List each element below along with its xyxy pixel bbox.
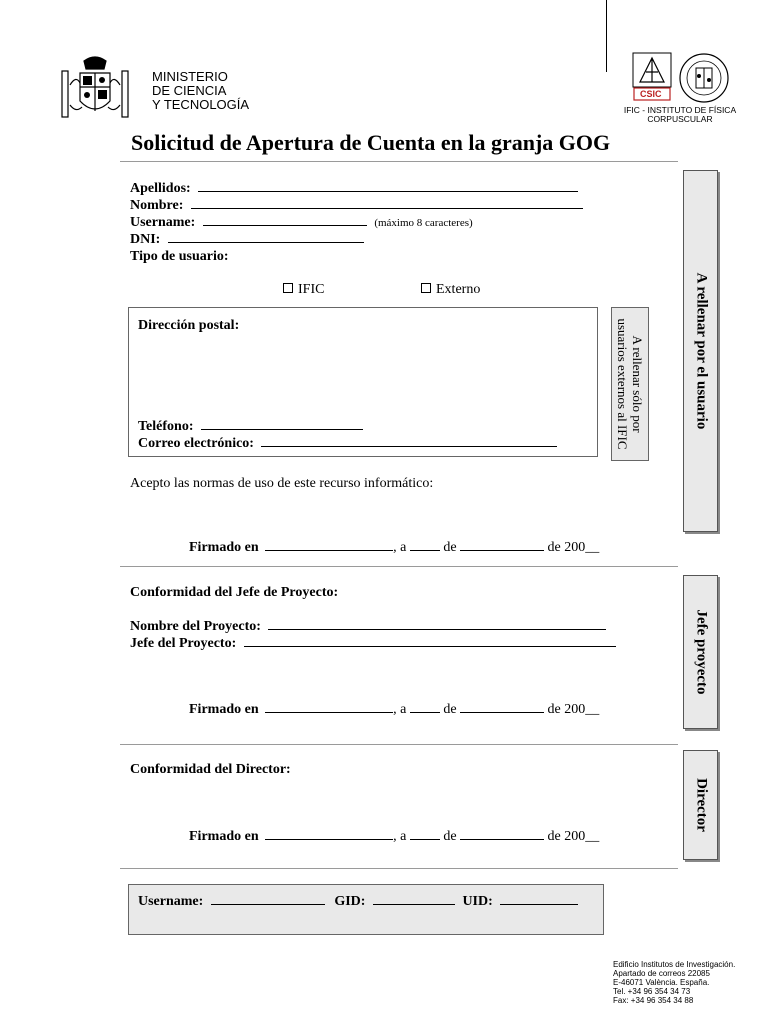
firmado-en-label: Firmado en [189,702,259,717]
dni-field[interactable] [168,232,364,243]
ministry-line: Y TECNOLOGÍA [152,97,250,112]
jefe-label: Jefe del Proyecto: [130,636,237,651]
admin-fields-row [138,894,578,910]
admin-username-field[interactable] [211,894,325,905]
firma-mes-field[interactable] [460,702,544,713]
nombre-label: Nombre: [130,198,184,213]
telefono-field[interactable] [201,419,363,430]
username-field[interactable] [203,215,367,226]
apellidos-field[interactable] [198,181,578,192]
section-rule-3 [120,868,678,869]
nombre-row [130,198,583,214]
apellidos-row [130,181,578,197]
firma-lugar-field[interactable] [265,702,393,713]
ific-seal-logo [676,52,732,104]
admin-uid-label: UID: [462,894,493,909]
section-rule-2 [120,744,678,745]
admin-gid-label: GID: [334,894,366,909]
jefe-heading: Conformidad del Jefe de Proyecto: [130,585,339,600]
telefono-label: Teléfono: [138,419,194,434]
jefe-row [130,636,616,652]
proyecto-row [130,619,606,635]
firma-mes-field[interactable] [460,829,544,840]
tipo-usuario-label: Tipo de usuario: [130,249,229,264]
proyecto-label: Nombre del Proyecto: [130,619,261,634]
footer-line: E-46071 València. España. [613,978,710,987]
direccion-label: Dirección postal: [138,318,240,333]
jefe-field[interactable] [244,636,616,647]
admin-uid-field[interactable] [500,894,578,905]
header-divider [606,0,607,72]
dni-row [130,232,364,248]
external-users-tab [611,307,649,461]
title-rule [120,161,678,162]
username-label: Username: [130,215,196,230]
firma-row-director [189,829,599,845]
csic-logo-text: CSIC [640,89,662,99]
ministry-line: MINISTERIO [152,69,228,84]
firma-row-usuario [189,540,599,556]
csic-logo [632,52,672,102]
firma-de-label: de [443,829,457,844]
firma-dia-field[interactable] [410,829,440,840]
page-title: Solicitud de Apertura de Cuenta en la granja GOG [131,130,611,155]
username-note: (máximo 8 caracteres) [374,217,473,229]
firma-year-label: de 200__ [547,829,600,844]
correo-row [138,436,557,452]
firma-a-label: , a [393,702,407,717]
dni-label: DNI: [130,232,161,247]
jefe-section-tab [683,575,718,729]
user-section-tab [683,170,718,532]
correo-label: Correo electrónico: [138,436,254,451]
footer-line: Fax: +34 96 354 34 88 [613,996,694,1005]
checkbox-externo[interactable] [421,283,431,293]
firma-year-label: de 200__ [547,540,600,555]
acepto-text: Acepto las normas de uso de este recurso informático: [130,476,434,491]
footer-line: Apartado de correos 22085 [613,969,710,978]
footer-line: Tel. +34 96 354 34 73 [613,987,691,996]
firma-de-label: de [443,540,457,555]
ministry-line: DE CIENCIA [152,83,227,98]
coat-of-arms-logo [56,55,134,125]
option-ific-label: IFIC [298,282,325,297]
footer-line: Edificio Institutos de Investigación. [613,960,736,969]
firma-dia-field[interactable] [410,702,440,713]
footer-address [613,960,763,1005]
firma-de-label: de [443,702,457,717]
ministry-name [152,70,249,112]
firma-a-label: , a [393,829,407,844]
institute-line: IFIC - INSTITUTO DE FÍSICA [623,105,737,115]
director-section-tab [683,750,718,860]
section-rule-1 [120,566,678,567]
external-tab-line: A rellenar sólo por [630,335,645,433]
external-tab-line: usuarios externos al IFIC [615,318,630,450]
option-externo[interactable] [421,282,480,298]
option-externo-label: Externo [436,282,481,297]
nombre-field[interactable] [191,198,583,209]
admin-username-label: Username: [138,894,204,909]
correo-field[interactable] [261,436,557,447]
firma-lugar-field[interactable] [265,540,393,551]
firma-lugar-field[interactable] [265,829,393,840]
jefe-section-tab-label: Jefe proyecto [693,609,709,695]
admin-gid-field[interactable] [373,894,455,905]
firma-year-label: de 200__ [547,702,600,717]
director-section-tab-label: Director [693,778,709,832]
username-row [130,215,473,231]
apellidos-label: Apellidos: [130,181,191,196]
proyecto-field[interactable] [268,619,606,630]
telefono-row [138,419,363,435]
institute-line: CORPUSCULAR [647,114,713,124]
firma-row-jefe [189,702,599,718]
firmado-en-label: Firmado en [189,540,259,555]
director-heading: Conformidad del Director: [130,762,291,777]
institute-name [610,106,750,124]
firmado-en-label: Firmado en [189,829,259,844]
firma-a-label: , a [393,540,407,555]
firma-mes-field[interactable] [460,540,544,551]
option-ific[interactable] [283,282,324,298]
firma-dia-field[interactable] [410,540,440,551]
user-section-tab-label: A rellenar por el usuario [693,272,709,430]
checkbox-ific[interactable] [283,283,293,293]
